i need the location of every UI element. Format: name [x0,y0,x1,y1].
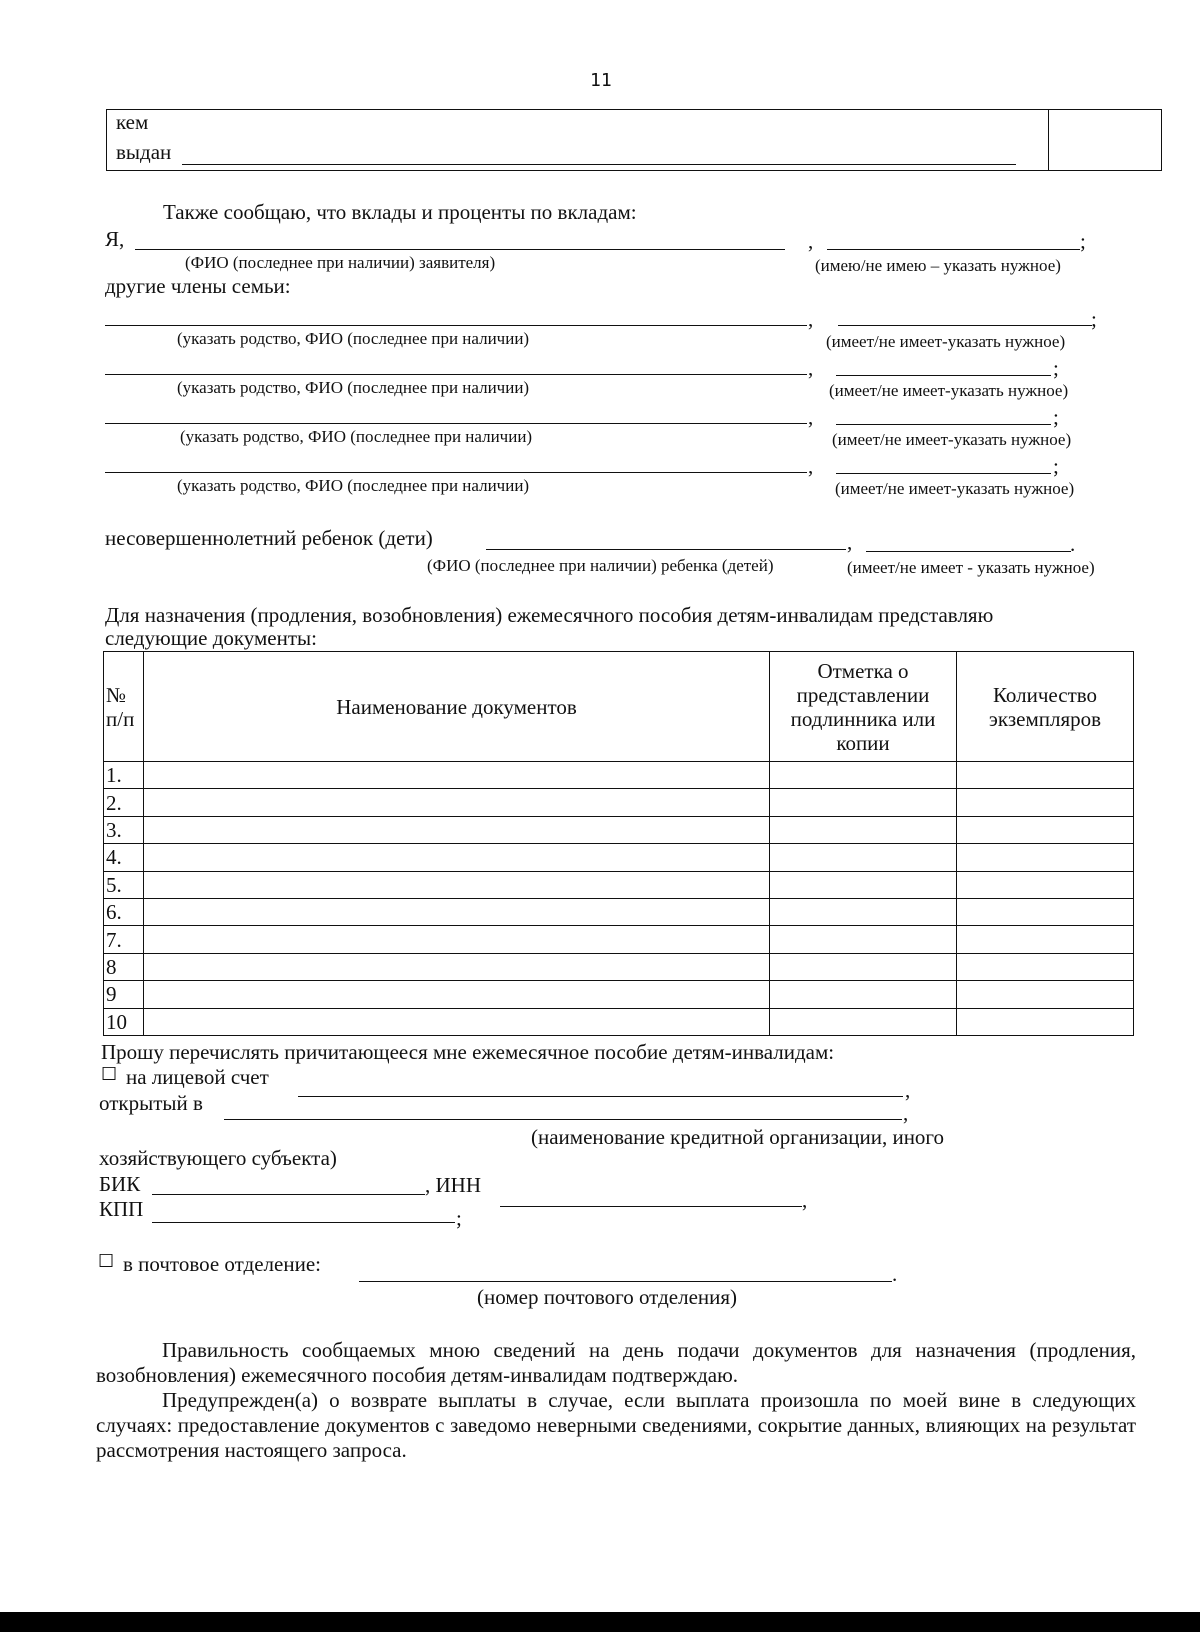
row-number: 2. [104,789,144,816]
opened-in-label: открытый в [99,1091,203,1115]
child-label: несовершеннолетний ребенок (дети) [105,526,433,550]
document-mark-cell[interactable] [770,844,957,871]
applicant-have-caption: (имею/не имею – указать нужное) [815,256,1061,275]
confirmation-paragraph: Правильность сообщаемых мною сведений на день подачи документов для назначения (продления, возобновления) ежемесячного пособия детям-инвалидам подтверждаю. [96,1338,1136,1387]
table-row [104,1008,1134,1035]
member-4-comma: , [808,454,814,478]
scan-bottom-strip [0,1612,1200,1632]
member-4-semicolon: ; [1053,454,1059,478]
document-name-cell[interactable] [144,926,770,953]
account-checkbox-icon[interactable]: ☐ [101,1064,118,1085]
row-number: 5. [104,871,144,898]
applicant-semicolon: ; [1080,229,1086,253]
child-have-field[interactable] [866,551,1071,552]
member-1-semicolon: ; [1091,307,1097,331]
member-1-have-field[interactable] [838,325,1092,326]
ya-label: Я, [105,227,125,251]
documents-intro-1: Для назначения (продления, возобновления) ежемесячного пособия детям-инвалидам представляю [105,603,994,627]
kpp-field[interactable] [152,1222,455,1223]
issued-by-label-2: выдан [116,140,172,164]
document-count-cell[interactable] [957,926,1134,953]
inn-label: , ИНН [425,1173,481,1197]
member-1-comma: , [808,307,814,331]
issued-by-field[interactable] [182,164,1016,165]
document-mark-cell[interactable] [770,926,957,953]
document-mark-cell[interactable] [770,953,957,980]
table-row [104,926,1134,953]
member-3-comma: , [808,405,814,429]
issued-by-box-divider [1048,110,1049,170]
child-caption: (ФИО (последнее при наличии) ребенка (детей) [427,556,774,575]
member-2-caption: (указать родство, ФИО (последнее при наличии) [177,378,530,397]
member-3-have-field[interactable] [836,424,1051,425]
row-number: 9 [104,981,144,1008]
documents-table [103,651,1134,1036]
document-name-cell[interactable] [144,981,770,1008]
document-name-cell[interactable] [144,789,770,816]
applicant-comma: , [808,229,814,253]
kpp-semicolon: ; [456,1206,462,1230]
page-number: 11 [590,70,612,91]
document-count-cell[interactable] [957,844,1134,871]
document-count-cell[interactable] [957,871,1134,898]
row-number: 10 [104,1008,144,1035]
documents-intro-2: следующие документы: [105,626,317,650]
member-4-have-caption: (имеет/не имеет-указать нужное) [835,479,1075,498]
document-name-cell[interactable] [144,871,770,898]
row-number: 1. [104,762,144,789]
bank-caption-2: хозяйствующего субъекта) [99,1146,337,1170]
post-period: . [892,1262,898,1286]
member-1-caption: (указать родство, ФИО (последнее при наличии) [177,329,530,348]
applicant-have-field[interactable] [827,249,1080,250]
row-number: 7. [104,926,144,953]
member-2-semicolon: ; [1053,356,1059,380]
table-row [104,953,1134,980]
document-count-cell[interactable] [957,816,1134,843]
document-name-cell[interactable] [144,953,770,980]
issued-by-box [106,109,1162,171]
member-3-caption: (указать родство, ФИО (последнее при наличии) [180,427,533,446]
table-row [104,844,1134,871]
payment-intro: Прошу перечислять причитающееся мне ежемесячное пособие детям-инвалидам: [101,1040,835,1064]
document-count-cell[interactable] [957,762,1134,789]
inn-comma: , [802,1188,808,1212]
table-row [104,762,1134,789]
table-row [104,871,1134,898]
post-label: в почтовое отделение: [123,1252,321,1276]
member-1-have-caption: (имеет/не имеет-указать нужное) [826,332,1066,351]
bank-name-field[interactable] [224,1119,902,1120]
bank-comma: , [903,1101,909,1125]
bank-caption-1: (наименование кредитной организации, иного [531,1125,945,1149]
document-mark-cell[interactable] [770,816,957,843]
post-office-field[interactable] [359,1281,892,1282]
bik-field[interactable] [152,1194,425,1195]
document-mark-cell[interactable] [770,981,957,1008]
applicant-name-field[interactable] [135,249,785,250]
member-4-field[interactable] [105,472,807,473]
account-comma: , [905,1078,911,1102]
kpp-label: КПП [99,1197,144,1221]
account-number-field[interactable] [298,1096,903,1097]
row-number: 3. [104,816,144,843]
document-count-cell[interactable] [957,953,1134,980]
child-period: . [1070,532,1076,556]
document-name-cell[interactable] [144,1008,770,1035]
post-caption: (номер почтового отделения) [477,1285,738,1309]
document-name-cell[interactable] [144,898,770,925]
member-2-field[interactable] [105,374,807,375]
member-4-caption: (указать родство, ФИО (последнее при наличии) [177,476,530,495]
table-row [104,816,1134,843]
family-label: другие члены семьи: [105,274,291,298]
account-label: на лицевой счет [126,1065,269,1089]
document-count-cell[interactable] [957,1008,1134,1035]
child-have-caption: (имеет/не имеет - указать нужное) [847,558,1095,577]
row-number: 8 [104,953,144,980]
inn-field[interactable] [500,1206,802,1207]
row-number: 4. [104,844,144,871]
document-mark-cell[interactable] [770,871,957,898]
document-name-cell[interactable] [144,844,770,871]
post-checkbox-icon[interactable]: ☐ [98,1251,115,1272]
member-2-have-caption: (имеет/не имеет-указать нужное) [829,381,1069,400]
member-3-field[interactable] [105,423,807,424]
deposits-intro: Также сообщаю, что вклады и проценты по вкладам: [163,200,637,224]
member-1-field[interactable] [105,325,807,326]
header-count: Количество экземпляров [957,652,1134,762]
document-count-cell[interactable] [957,789,1134,816]
header-name: Наименование документов [144,652,770,762]
warning-paragraph: Предупрежден(а) о возврате выплаты в случае, если выплата произошла по моей вине в следующих случаях: предоставление документов с заведомо неверными сведениями, сокрытие данных, влияющих на результат рассмотрения настоящего запроса. [96,1388,1136,1462]
document-mark-cell[interactable] [770,789,957,816]
document-count-cell[interactable] [957,981,1134,1008]
document-mark-cell[interactable] [770,762,957,789]
table-row [104,898,1134,925]
table-row [104,789,1134,816]
header-mark: Отметка о представлении подлинника или копии [770,652,957,762]
member-2-comma: , [808,356,814,380]
member-3-semicolon: ; [1053,405,1059,429]
bik-label: БИК [99,1172,141,1196]
document-count-cell[interactable] [957,898,1134,925]
row-number: 6. [104,898,144,925]
document-name-cell[interactable] [144,762,770,789]
applicant-caption: (ФИО (последнее при наличии) заявителя) [185,253,496,272]
issued-by-label-1: кем [116,110,149,134]
document-name-cell[interactable] [144,816,770,843]
table-row [104,981,1134,1008]
document-mark-cell[interactable] [770,1008,957,1035]
header-num: № п/п [104,652,144,762]
member-4-have-field[interactable] [836,473,1051,474]
member-3-have-caption: (имеет/не имеет-указать нужное) [832,430,1072,449]
child-name-field[interactable] [486,549,846,550]
member-2-have-field[interactable] [836,375,1051,376]
child-comma: , [847,530,853,554]
document-mark-cell[interactable] [770,898,957,925]
